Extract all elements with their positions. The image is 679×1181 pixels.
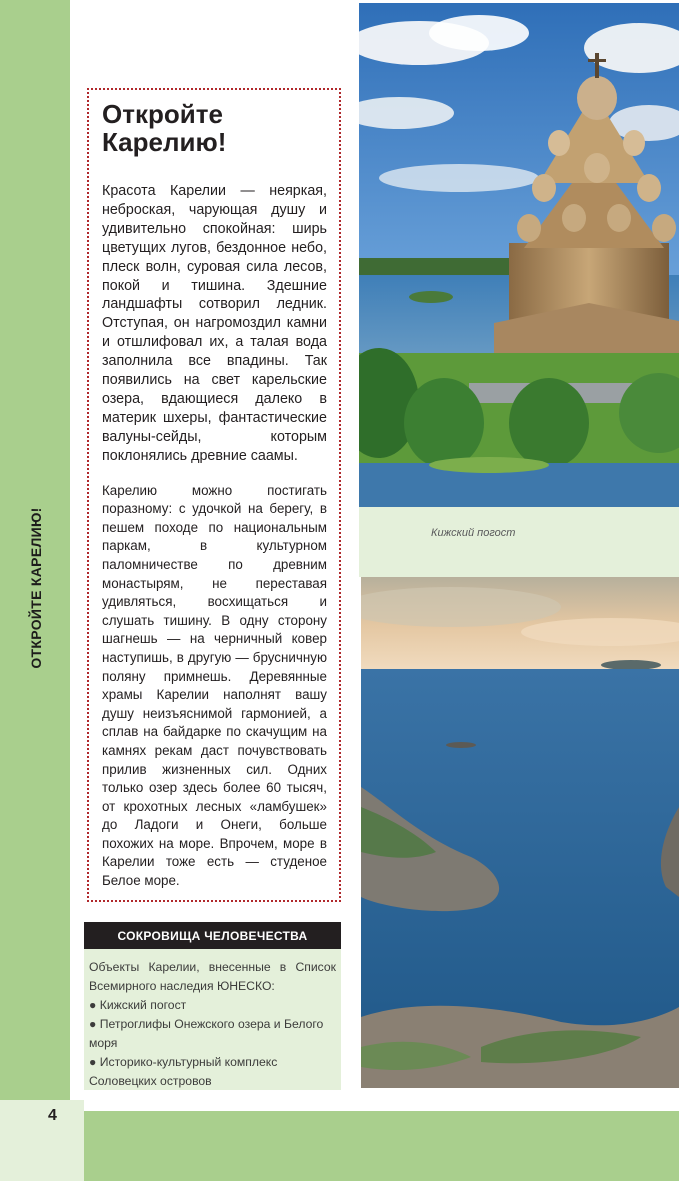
intro-paragraph-2: Карелию можно постигать поразному: с удочкой на берегу, в пешем походе по национальным паркам, в культурном паломничестве по древним монастырям, не переставая удивляться, восхищаться и слушать тишину. В одну сторону шагнешь — на черничный ковер наступишь, в другую — брусничную поляну примнешь. Деревянные храмы Карелии наполнят вашу душу неизъяснимой гармонией, а сплав на байдарке по скачущим на камнях рекам даст почувствовать прилив жизненных сил. Одних только озер здесь более 60 тысяч, от крохотных лесных «ламбушек» до Ладоги и Онеги, больше похожих на море. Впрочем, море в Карелии тоже есть — студеное Белое море.: [102, 482, 327, 889]
photo-caption: Кижский погост: [431, 527, 516, 539]
unesco-heading: СОКРОВИЩА ЧЕЛОВЕЧЕСТВА: [84, 922, 341, 949]
intro-title-line1: Откройте: [102, 99, 223, 129]
side-chapter-title: [26, 500, 46, 675]
unesco-intro: Объекты Карелии, внесенные в Список Всемирного наследия ЮНЕСКО:: [89, 960, 336, 993]
intro-box: [87, 88, 341, 902]
unesco-item: ● Петроглифы Онежского озера и Белого моря: [89, 1017, 324, 1050]
intro-title-line2: Карелию!: [102, 127, 227, 157]
intro-title: [102, 100, 327, 156]
side-chapter-title-text: ОТКРОЙТЕ КАРЕЛИЮ!: [28, 506, 44, 669]
unesco-item: ● Историко-культурный комплекс Соловецких островов: [89, 1055, 278, 1088]
caption-box: [359, 507, 679, 577]
intro-paragraph-1: Красота Карелии — неяркая, неброская, чарующая душу и удивительно спокойная: ширь цветущих лугов, бездонное небо, плеск волн, суровая сила лесов, покой и тишина. Здешние ландшафты сотворил ледник. Отступая, он нагромоздил камни и отшлифовал их, а талая вода заполнила все впадины. Так появились на свет карельские озера, вдающиеся далеко в материк шхеры, фантастические валуны-сейды, которым поклонялись древние саамы.: [102, 183, 327, 464]
unesco-box: [84, 949, 341, 1090]
lake-photo: [361, 577, 679, 1088]
kizhi-pogost-photo: [359, 3, 679, 507]
page-number-box: [0, 1100, 84, 1181]
page-number: 4: [48, 1107, 57, 1124]
footer-bar: [84, 1111, 679, 1181]
unesco-item: ● Кижский погост: [89, 998, 187, 1012]
